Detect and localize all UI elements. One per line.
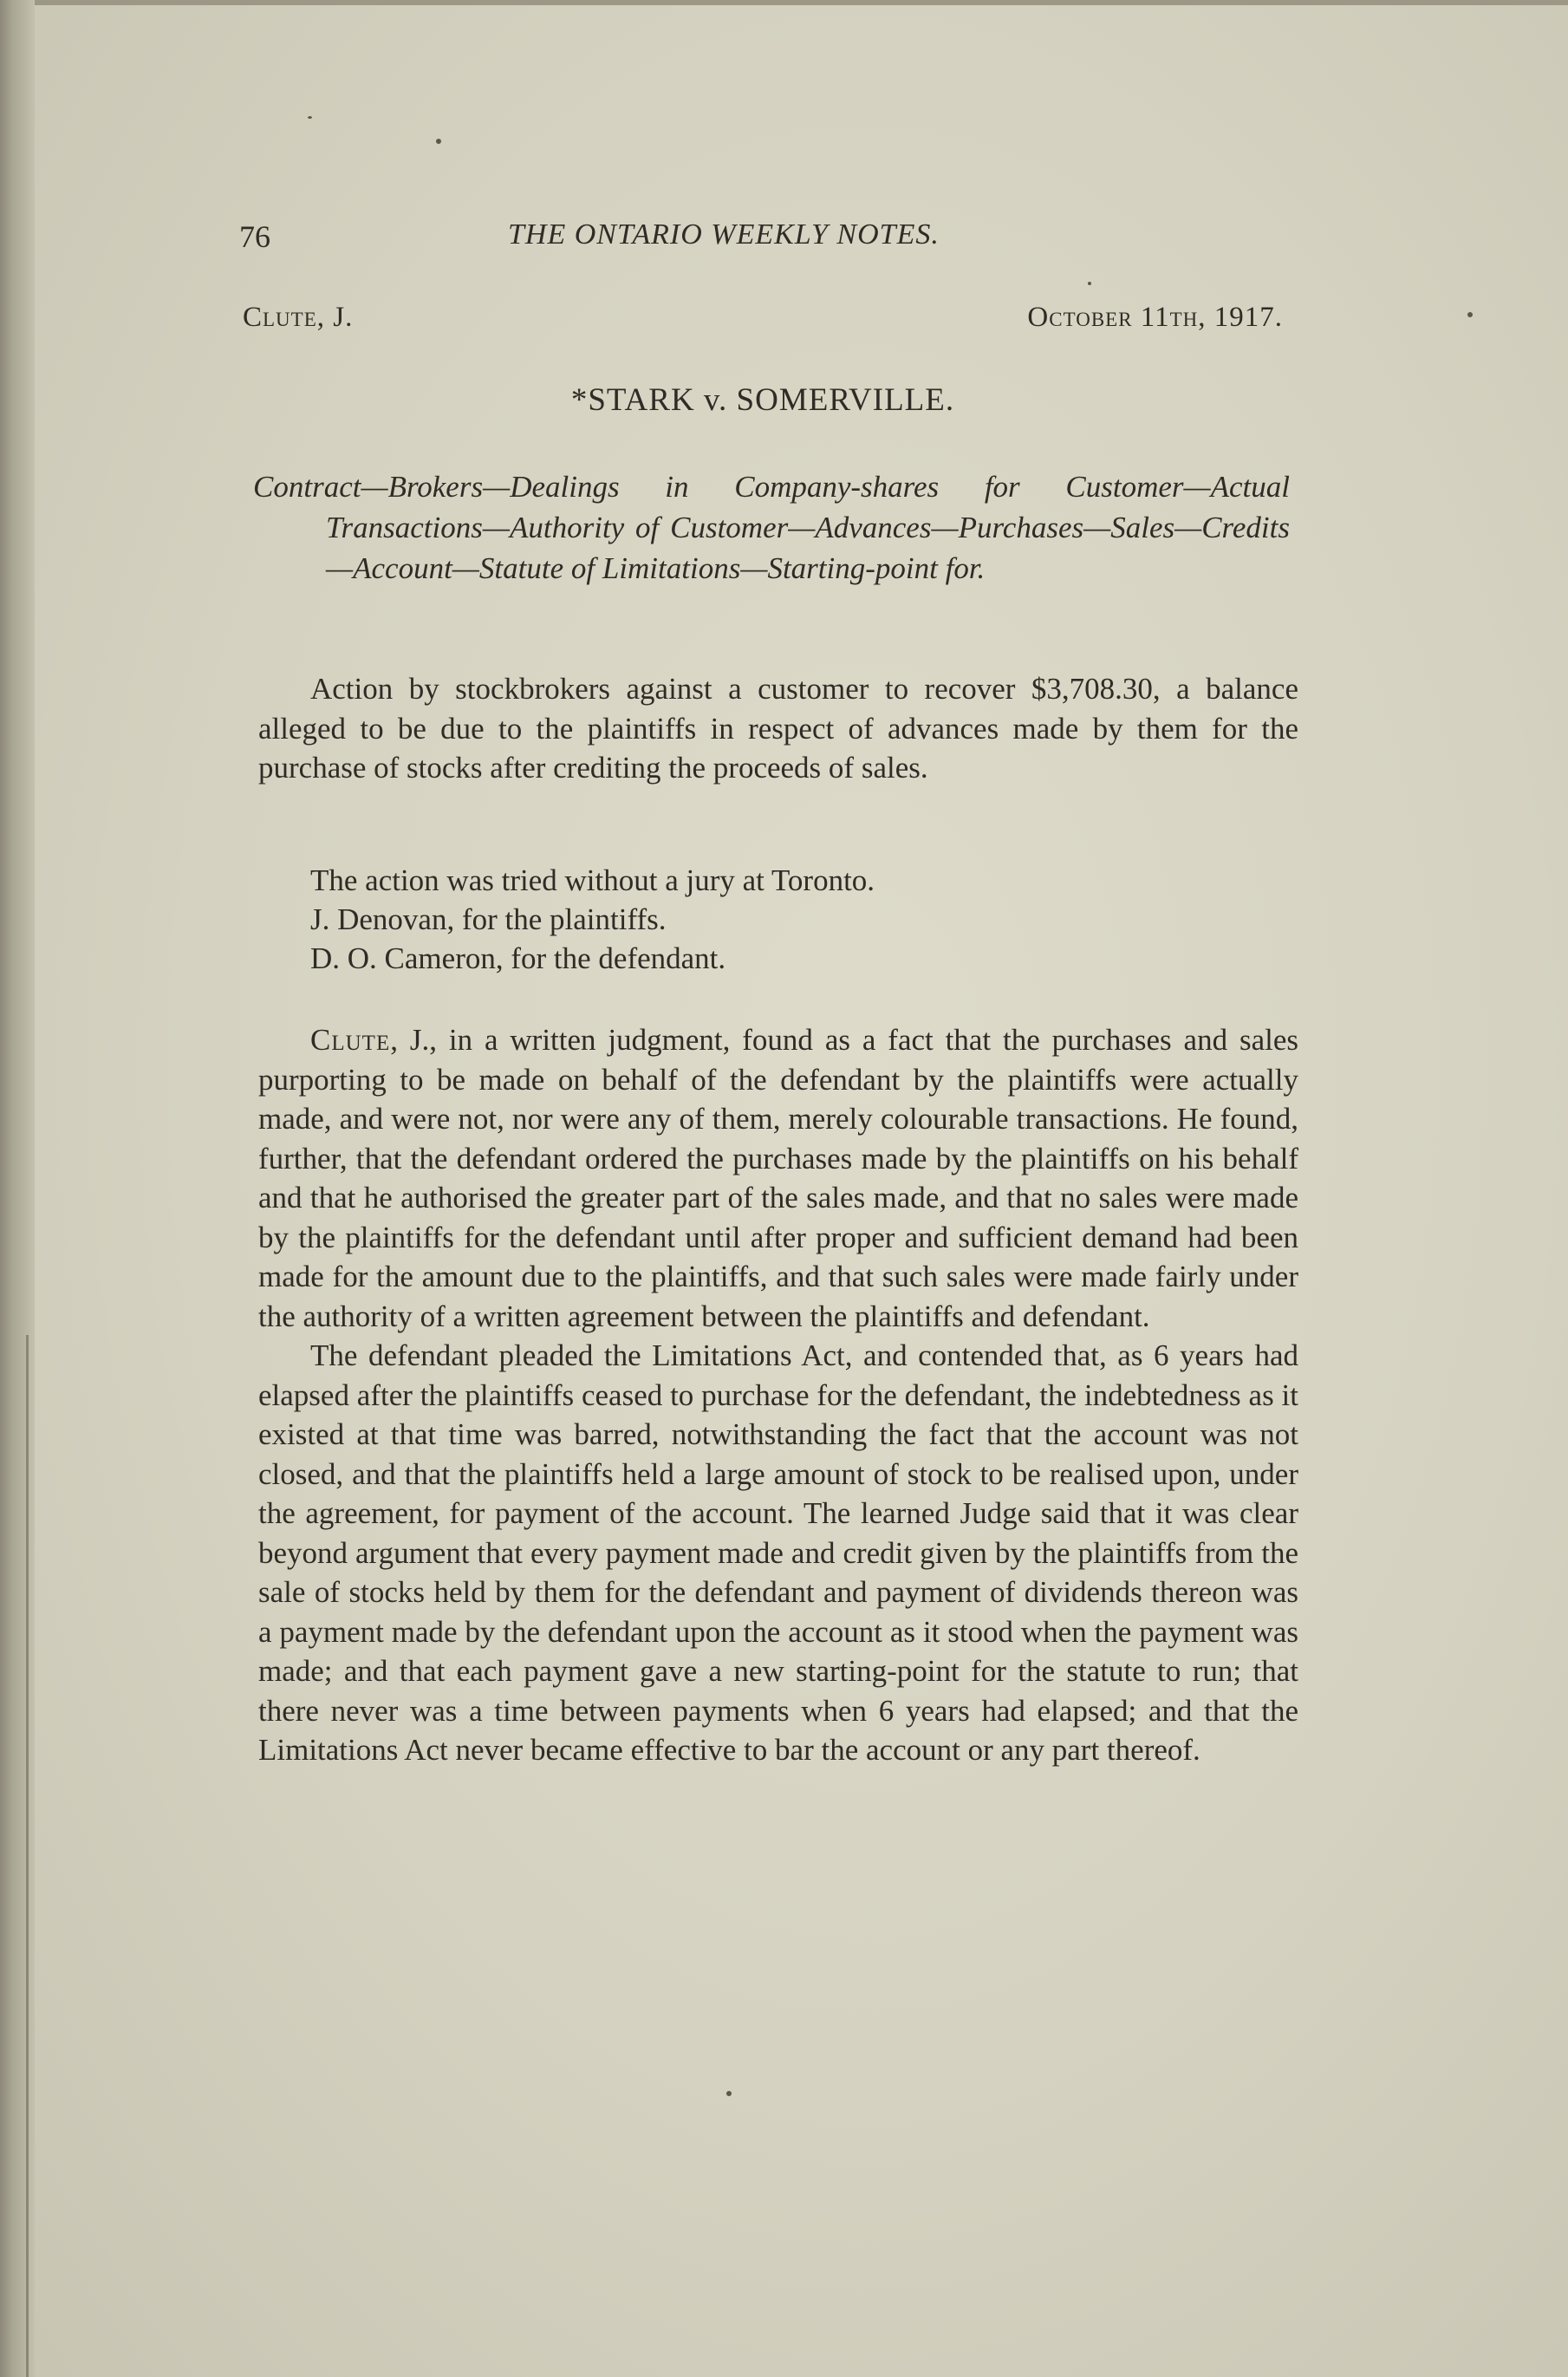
court-line [243, 302, 1283, 345]
judgment-paragraph-2: The defendant pleaded the Limitations Act, and contended that, as 6 years had elapsed after the plaintiffs ceased to purchase for the defendant, the indebtedness as it existed at that time was barred, notwithstanding the fact that the account was not closed, and that the plaintiffs held a large amount of stock to be realised upon, under the agreement, for payment of the account. The learned Judge said that it was clear beyond argument that every payment made and credit given by the plaintiffs from the sale of stocks held by them for the defendant and payment of dividends thereon was a payment made by the defendant upon the account as it stood when the payment was made; and that each payment gave a new starting-point for the statute to run; that there never was a time between payments when 6 years had elapsed; and that the Limitations Act never became effective to bar the account or any part thereof. [258, 1338, 1298, 1767]
judgment-text [258, 1020, 1298, 1770]
paper-speck [726, 2091, 732, 2096]
page-number: 76 [239, 219, 270, 254]
binding-gutter [0, 0, 35, 2377]
judgment-judge-name: Clute [310, 1023, 391, 1057]
paper-speck [436, 139, 441, 144]
trial-details [310, 861, 1298, 978]
paper-speck [1467, 312, 1473, 317]
trial-venue: The action was tried without a jury at Toronto. [310, 863, 875, 897]
running-title: THE ONTARIO WEEKLY NOTES. [508, 218, 940, 251]
page-top-edge [0, 0, 1568, 5]
judge-name: Clute, J. [243, 302, 354, 333]
judgment-paragraph-1-text: , J., in a written judgment, found as a fact that the purchases and sales purporting to be made on behalf of the defendant by the plaintiffs were actually made, and were not, nor were any of them, merely colourable transactions. He found, further, that the defendant ordered the purchases made by the plaintiffs on his behalf and that he authorised the greater part of the sales made, and that no sales were made by the plaintiffs for the defendant until after proper and sufficient demand had been made for the amount due to the plaintiffs, and that such sales were made fairly under the authority of a written agreement between the plaintiffs and defendant. [258, 1023, 1298, 1333]
judgment-paragraph-1 [258, 1020, 1298, 1336]
headnote: Contract—Brokers—Dealings in Company-shares for Customer—Actual Transactions—Authority of Customer—Advances—Purchases—Sales—Credits—Account—Statute of Limitations—Starting-point for. [253, 470, 1290, 585]
paper-speck [308, 116, 312, 119]
summary-paragraph: Action by stockbrokers against a customer to recover $3,708.30, a balance alleged to be due to the plaintiffs in respect of advances made by them for the purchase of stocks after crediting the proceeds of sales. [258, 672, 1298, 785]
page-header [239, 218, 1297, 262]
paper-speck [1088, 282, 1091, 285]
defendant-counsel: D. O. Cameron, for the defendant. [310, 941, 726, 975]
plaintiff-counsel: J. Denovan, for the plaintiffs. [310, 902, 667, 936]
case-summary [258, 669, 1298, 788]
binding-gutter-line [26, 1335, 29, 2377]
case-title: *STARK v. SOMERVILLE. [570, 382, 955, 418]
decision-date: October 11th, 1917. [1027, 302, 1283, 333]
